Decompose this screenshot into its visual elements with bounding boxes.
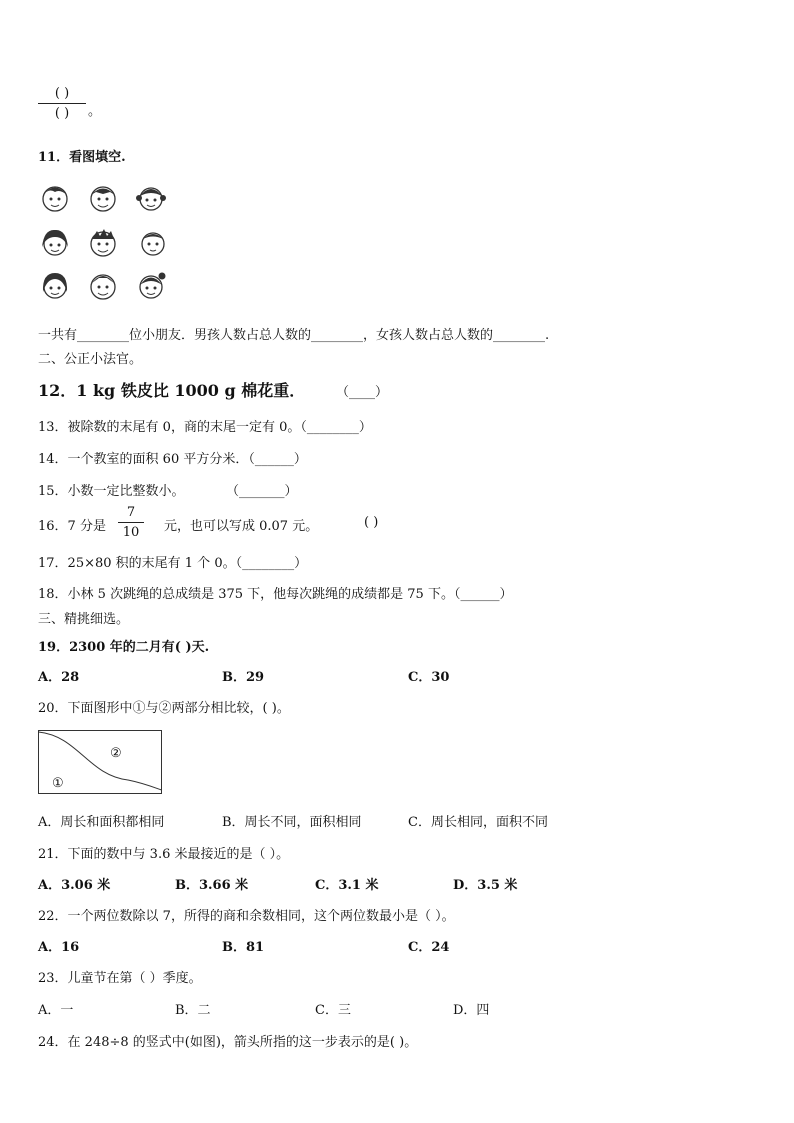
boy-face-icon [88, 268, 118, 302]
q20-figure [38, 730, 162, 794]
girl-face-icon [40, 268, 70, 302]
q22-option-a: A．16 [38, 940, 80, 955]
q23-text: 23．儿童节在第（ ）季度。 [38, 971, 202, 986]
girl-face-icon [136, 268, 166, 302]
q20-option-c: C．周长相同，面积不同 [408, 815, 548, 830]
q15-text: 15．小数一定比整数小。 [38, 484, 185, 499]
q19-text: 19．2300 年的二月有( )天. [38, 640, 210, 655]
q17-text: 17．25×80 积的末尾有 1 个 0。（________） [38, 556, 308, 571]
q19-option-c: C．30 [408, 670, 450, 685]
fraction-bar [38, 103, 86, 104]
boy-face-icon [138, 225, 168, 259]
q16-denominator: 10 [122, 525, 140, 540]
top-fraction-denominator: ( ) [54, 106, 70, 121]
q16-suffix: 元，也可以写成 0.07 元。 [164, 519, 319, 534]
q22-option-c: C．24 [408, 940, 450, 955]
fraction-bar [118, 522, 144, 523]
boy-face-icon [88, 225, 118, 259]
q16-prefix: 16．7 分是 [38, 519, 106, 534]
q11-text: 一共有________位小朋友．男孩人数占总人数的________，女孩人数占总人数的________. [38, 328, 550, 343]
girl-face-icon [40, 225, 70, 259]
q21-option-c: C．3.1 米 [315, 878, 379, 893]
q15-blank: （_______） [226, 484, 298, 499]
q12-text: 12．1 kg 铁皮比 1000 g 棉花重． [38, 381, 306, 400]
q16-blank: ( ) [364, 515, 379, 530]
top-fraction [38, 86, 86, 121]
q22-text: 22．一个两位数除以 7，所得的商和余数相同，这个两位数最小是（ ）。 [38, 909, 455, 924]
q21-option-b: B．3.66 米 [175, 878, 249, 893]
top-fraction-suffix: 。 [88, 104, 102, 119]
q22-option-b: B．81 [222, 940, 265, 955]
q20-option-a: A．周长和面积都相同 [38, 815, 165, 830]
q19-option-a: A．28 [38, 670, 80, 685]
q18-text: 18．小林 5 次跳绳的总成绩是 375 下，他每次跳绳的成绩都是 75 下。（______） [38, 587, 513, 602]
girl-face-icon [136, 180, 166, 214]
q23-option-b: B．二 [175, 1003, 211, 1018]
q21-option-a: A．3.06 米 [38, 878, 111, 893]
q12-blank: （____） [336, 385, 389, 400]
q20-region-2-label: ② [110, 746, 122, 761]
q21-option-d: D．3.5 米 [453, 878, 518, 893]
q20-region-1-label: ① [52, 776, 64, 791]
q20-text: 20．下面图形中①与②两部分相比较，( )。 [38, 701, 290, 716]
q14-text: 14．一个教室的面积 60 平方分米．（______） [38, 452, 307, 467]
section-2-heading: 二、公正小法官。 [38, 352, 143, 367]
q11-title: 11．看图填空. [38, 150, 126, 165]
section-3-heading: 三、精挑细选。 [38, 612, 130, 627]
q19-option-b: B．29 [222, 670, 265, 685]
boy-face-icon [88, 180, 118, 214]
boy-face-icon [40, 180, 70, 214]
q16-fraction [118, 505, 144, 540]
q21-text: 21．下面的数中与 3.6 米最接近的是（ ）。 [38, 847, 290, 862]
top-fraction-numerator: ( ) [54, 86, 70, 101]
q23-option-a: A．一 [38, 1003, 74, 1018]
q23-option-c: C．三 [315, 1003, 351, 1018]
q13-text: 13．被除数的末尾有 0，商的末尾一定有 0。（________） [38, 420, 372, 435]
q23-option-d: D．四 [453, 1003, 490, 1018]
q20-option-b: B．周长不同，面积相同 [222, 815, 362, 830]
q16-numerator: 7 [126, 505, 136, 520]
q24-text: 24．在 248÷8 的竖式中(如图)，箭头所指的这一步表示的是( )。 [38, 1035, 418, 1050]
